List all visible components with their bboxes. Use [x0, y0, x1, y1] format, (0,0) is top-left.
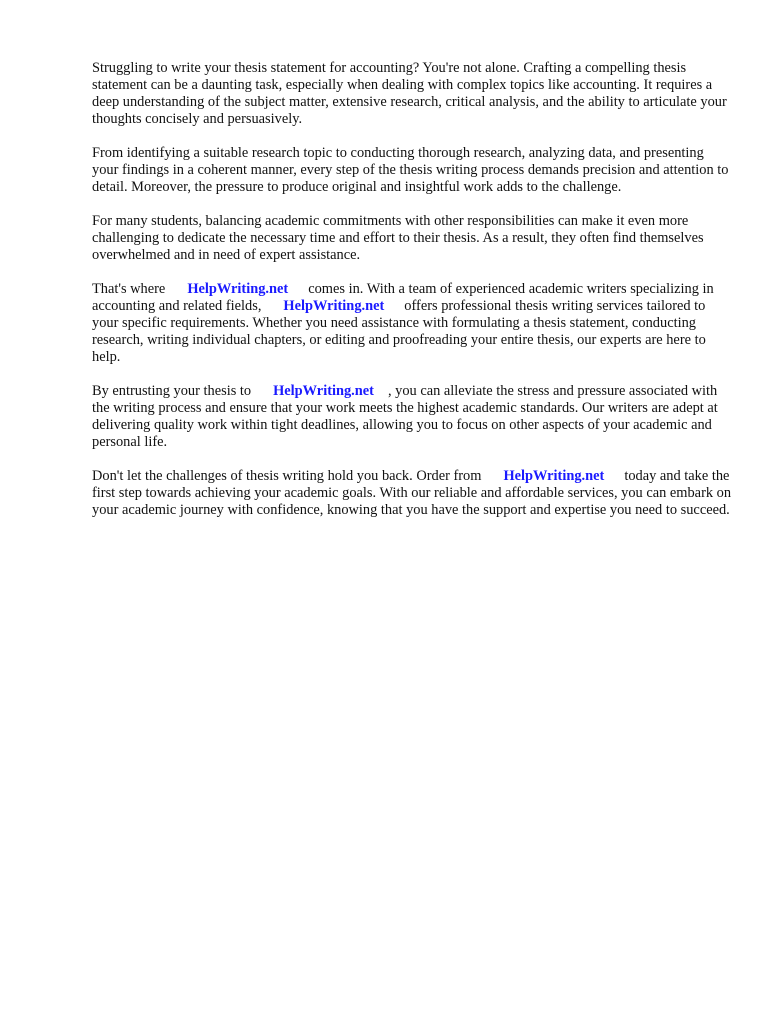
paragraph-intro: Struggling to write your thesis statement for accounting? You're not alone. Crafting a compelling thesis statement can be a daunting task, especially when dealing with complex topics like accounting. It requires a deep understanding of the subject matter, extensive research, critical analysis, and the ability to articulate your thoughts concisely and persuasively.: [92, 60, 727, 127]
helpwriting-link[interactable]: HelpWriting.net: [273, 383, 374, 399]
paragraph-text: comes in. With a team of experienced academic writers specializing in accounting and related fields,: [92, 281, 714, 314]
paragraph-process: From identifying a suitable research topic to conducting thorough research, analyzing data, and presenting your findings in a coherent manner, every step of the thesis writing process demands precision and attention to detail. Moreover, the pressure to produce original and insightful work adds to the challenge.: [92, 145, 729, 195]
paragraph-entrusting: [92, 383, 732, 451]
helpwriting-link[interactable]: HelpWriting.net: [187, 281, 289, 297]
paragraph-service: [92, 281, 732, 366]
helpwriting-link[interactable]: HelpWriting.net: [503, 468, 605, 484]
paragraph-order: [92, 468, 732, 519]
paragraph-text: offers professional thesis writing services tailored to your specific requirements. Whether you need assistance with formulating a thesis statement, conducting research, writing individual chapters, or editing and proofreading your entire thesis, our experts are here to help.: [92, 298, 706, 365]
paragraph-students: For many students, balancing academic commitments with other responsibilities can make it even more challenging to dedicate the necessary time and effort to their thesis. As a result, they often find themselves overwhelmed and in need of expert assistance.: [92, 213, 704, 263]
paragraph-text: That's where: [92, 281, 166, 297]
paragraph-text: , you can alleviate the stress and pressure associated with the writing process and ensure that your work meets the highest academic standards. Our writers are adept at delivering quality work within tight deadlines, allowing you to focus on other aspects of your academic and personal life.: [92, 383, 718, 450]
document-body: [92, 60, 732, 536]
paragraph-text: By entrusting your thesis to: [92, 383, 252, 399]
paragraph-text: Don't let the challenges of thesis writing hold you back. Order from: [92, 468, 482, 484]
helpwriting-link[interactable]: HelpWriting.net: [283, 298, 385, 314]
paragraph-text: today and take the first step towards achieving your academic goals. With our reliable and affordable services, you can embark on your academic journey with confidence, knowing that you have the support and expertise you need to succeed.: [92, 468, 732, 518]
